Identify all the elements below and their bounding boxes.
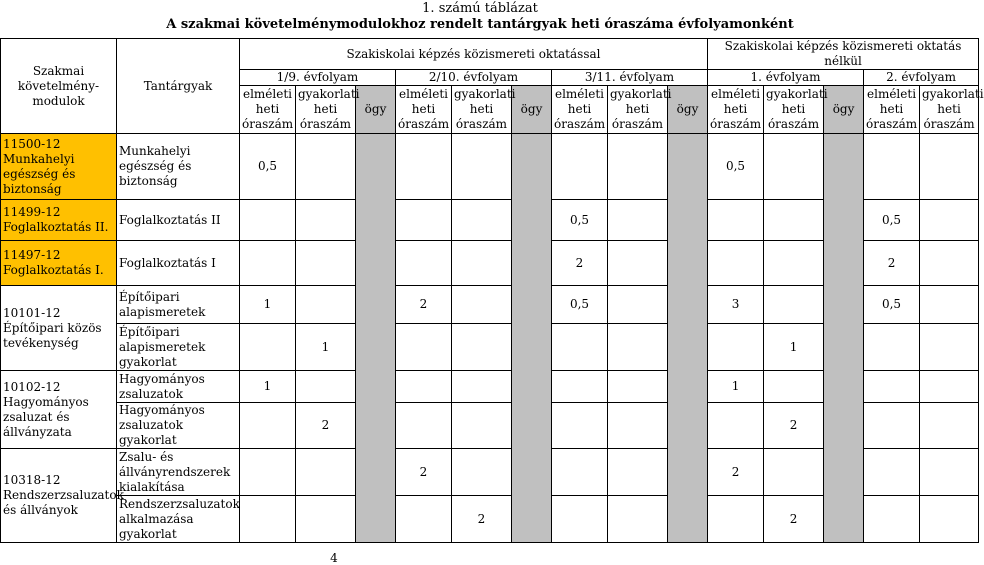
hours-cell: 0,5 — [708, 134, 764, 200]
hours-cell — [608, 449, 668, 496]
hours-cell — [864, 324, 920, 371]
hours-cell — [552, 449, 608, 496]
group-header-without-general: Szakiskolai képzés közismereti oktatás nélkül — [708, 39, 979, 70]
subject-cell: Építőipari alapismeretek gyakorlat — [117, 324, 240, 371]
col-header-subjects: Tantárgyak — [117, 39, 240, 134]
hours-cell — [396, 200, 452, 241]
year-header: 3/11. évfolyam — [552, 70, 708, 86]
hours-cell — [920, 241, 979, 286]
subject-cell: Rendszerzsaluzatok alkalmazása gyakorlat — [117, 496, 240, 543]
hours-cell — [396, 241, 452, 286]
hours-cell — [608, 371, 668, 403]
hours-cell — [296, 134, 356, 200]
hours-cell: 0,5 — [864, 286, 920, 324]
module-cell: 10102-12 Hagyományos zsaluzat és állványzata — [1, 371, 117, 449]
hours-cell — [552, 496, 608, 543]
hours-cell: 2 — [764, 496, 824, 543]
hours-cell — [920, 200, 979, 241]
hours-cell — [396, 371, 452, 403]
hours-cell: 3 — [708, 286, 764, 324]
module-cell: 11499-12 Foglalkoztatás II. — [1, 200, 117, 241]
hours-cell — [864, 371, 920, 403]
ogy-header: ögy — [356, 86, 396, 134]
hours-cell: 2 — [708, 449, 764, 496]
hours-cell — [452, 449, 512, 496]
hours-cell — [452, 241, 512, 286]
hours-cell — [396, 134, 452, 200]
hours-cell — [452, 371, 512, 403]
hours-cell — [920, 134, 979, 200]
practice-header: gyakorlati heti óraszám — [452, 86, 512, 134]
table-caption: 1. számú táblázat — [422, 1, 538, 16]
hours-cell — [920, 286, 979, 324]
hours-cell — [920, 324, 979, 371]
hours-cell — [608, 200, 668, 241]
hours-cell — [296, 371, 356, 403]
hours-cell: 2 — [764, 403, 824, 449]
hours-cell: 1 — [764, 324, 824, 371]
subject-cell: Foglalkoztatás I — [117, 241, 240, 286]
module-cell: 10101-12 Építőipari közös tevékenység — [1, 286, 117, 371]
hours-cell — [296, 449, 356, 496]
subject-cell: Foglalkoztatás II — [117, 200, 240, 241]
hours-cell: 2 — [552, 241, 608, 286]
hours-cell — [764, 449, 824, 496]
hours-cell: 2 — [396, 449, 452, 496]
ogy-column — [668, 134, 708, 543]
hours-cell: 0,5 — [552, 286, 608, 324]
hours-cell — [764, 200, 824, 241]
table-row — [1, 134, 979, 200]
hours-cell: 2 — [452, 496, 512, 543]
hours-cell: 1 — [240, 286, 296, 324]
hours-cell — [240, 241, 296, 286]
table-title: A szakmai követelménymodulokhoz rendelt tantárgyak heti óraszáma évfolyamonként — [166, 17, 794, 32]
theory-header: elméleti heti óraszám — [396, 86, 452, 134]
theory-header: elméleti heti óraszám — [708, 86, 764, 134]
hours-cell — [864, 403, 920, 449]
ogy-header: ögy — [824, 86, 864, 134]
hours-cell — [864, 496, 920, 543]
hours-table — [0, 38, 984, 543]
hours-cell — [552, 403, 608, 449]
group-header-with-general: Szakiskolai képzés közismereti oktatással — [240, 39, 708, 70]
hours-cell — [552, 371, 608, 403]
hours-cell — [240, 200, 296, 241]
hours-cell — [452, 286, 512, 324]
practice-header: gyakorlati heti óraszám — [764, 86, 824, 134]
hours-cell — [396, 496, 452, 543]
hours-cell — [708, 324, 764, 371]
subject-cell: Hagyományos zsaluzatok — [117, 371, 240, 403]
hours-cell — [608, 134, 668, 200]
practice-header: gyakorlati heti óraszám — [296, 86, 356, 134]
subject-cell: Zsalu- és állványrendszerek kialakítása — [117, 449, 240, 496]
year-header: 1. évfolyam — [708, 70, 864, 86]
hours-cell — [396, 324, 452, 371]
hours-cell: 2 — [864, 241, 920, 286]
module-cell: 10318-12 Rendszerzsaluzatok és állványok — [1, 449, 117, 543]
hours-cell — [920, 371, 979, 403]
hours-cell — [552, 324, 608, 371]
hours-cell — [708, 403, 764, 449]
hours-cell — [240, 449, 296, 496]
hours-cell — [296, 496, 356, 543]
subject-cell: Építőipari alapismeretek — [117, 286, 240, 324]
hours-cell — [708, 496, 764, 543]
hours-cell — [608, 286, 668, 324]
hours-cell — [240, 403, 296, 449]
practice-header: gyakorlati heti óraszám — [920, 86, 979, 134]
hours-cell: 1 — [708, 371, 764, 403]
hours-cell — [920, 496, 979, 543]
page-number: 4 — [330, 551, 338, 565]
hours-cell — [608, 241, 668, 286]
theory-header: elméleti heti óraszám — [552, 86, 608, 134]
hours-cell: 2 — [396, 286, 452, 324]
hours-cell — [708, 200, 764, 241]
module-cell: 11497-12 Foglalkoztatás I. — [1, 241, 117, 286]
hours-cell — [920, 449, 979, 496]
hours-cell — [240, 496, 296, 543]
ogy-column — [356, 134, 396, 543]
ogy-column — [512, 134, 552, 543]
hours-cell — [452, 324, 512, 371]
hours-cell: 0,5 — [552, 200, 608, 241]
hours-cell — [608, 496, 668, 543]
theory-header: elméleti heti óraszám — [240, 86, 296, 134]
year-header: 2. évfolyam — [864, 70, 979, 86]
hours-cell — [608, 324, 668, 371]
hours-cell: 1 — [240, 371, 296, 403]
subject-cell: Hagyományos zsaluzatok gyakorlat — [117, 403, 240, 449]
hours-cell — [296, 200, 356, 241]
hours-cell — [864, 449, 920, 496]
hours-cell: 2 — [296, 403, 356, 449]
col-header-modules: Szakmai követelmény-modulok — [1, 39, 117, 134]
hours-cell — [708, 241, 764, 286]
hours-cell — [296, 286, 356, 324]
hours-cell: 0,5 — [240, 134, 296, 200]
theory-header: elméleti heti óraszám — [864, 86, 920, 134]
hours-cell — [764, 286, 824, 324]
ogy-header: ögy — [512, 86, 552, 134]
ogy-header: ögy — [668, 86, 708, 134]
hours-cell: 0,5 — [864, 200, 920, 241]
year-header: 1/9. évfolyam — [240, 70, 396, 86]
hours-cell — [608, 403, 668, 449]
hours-cell — [764, 371, 824, 403]
hours-cell — [764, 134, 824, 200]
year-header: 2/10. évfolyam — [396, 70, 552, 86]
hours-cell — [452, 403, 512, 449]
hours-cell — [240, 324, 296, 371]
hours-cell — [552, 134, 608, 200]
hours-cell: 1 — [296, 324, 356, 371]
hours-cell — [452, 134, 512, 200]
hours-cell — [396, 403, 452, 449]
practice-header: gyakorlati heti óraszám — [608, 86, 668, 134]
hours-cell — [452, 200, 512, 241]
subject-cell: Munkahelyi egészség és biztonság — [117, 134, 240, 200]
hours-cell — [296, 241, 356, 286]
hours-cell — [764, 241, 824, 286]
hours-cell — [920, 403, 979, 449]
ogy-column — [824, 134, 864, 543]
module-cell: 11500-12 Munkahelyi egészség és biztonság — [1, 134, 117, 200]
hours-cell — [864, 134, 920, 200]
